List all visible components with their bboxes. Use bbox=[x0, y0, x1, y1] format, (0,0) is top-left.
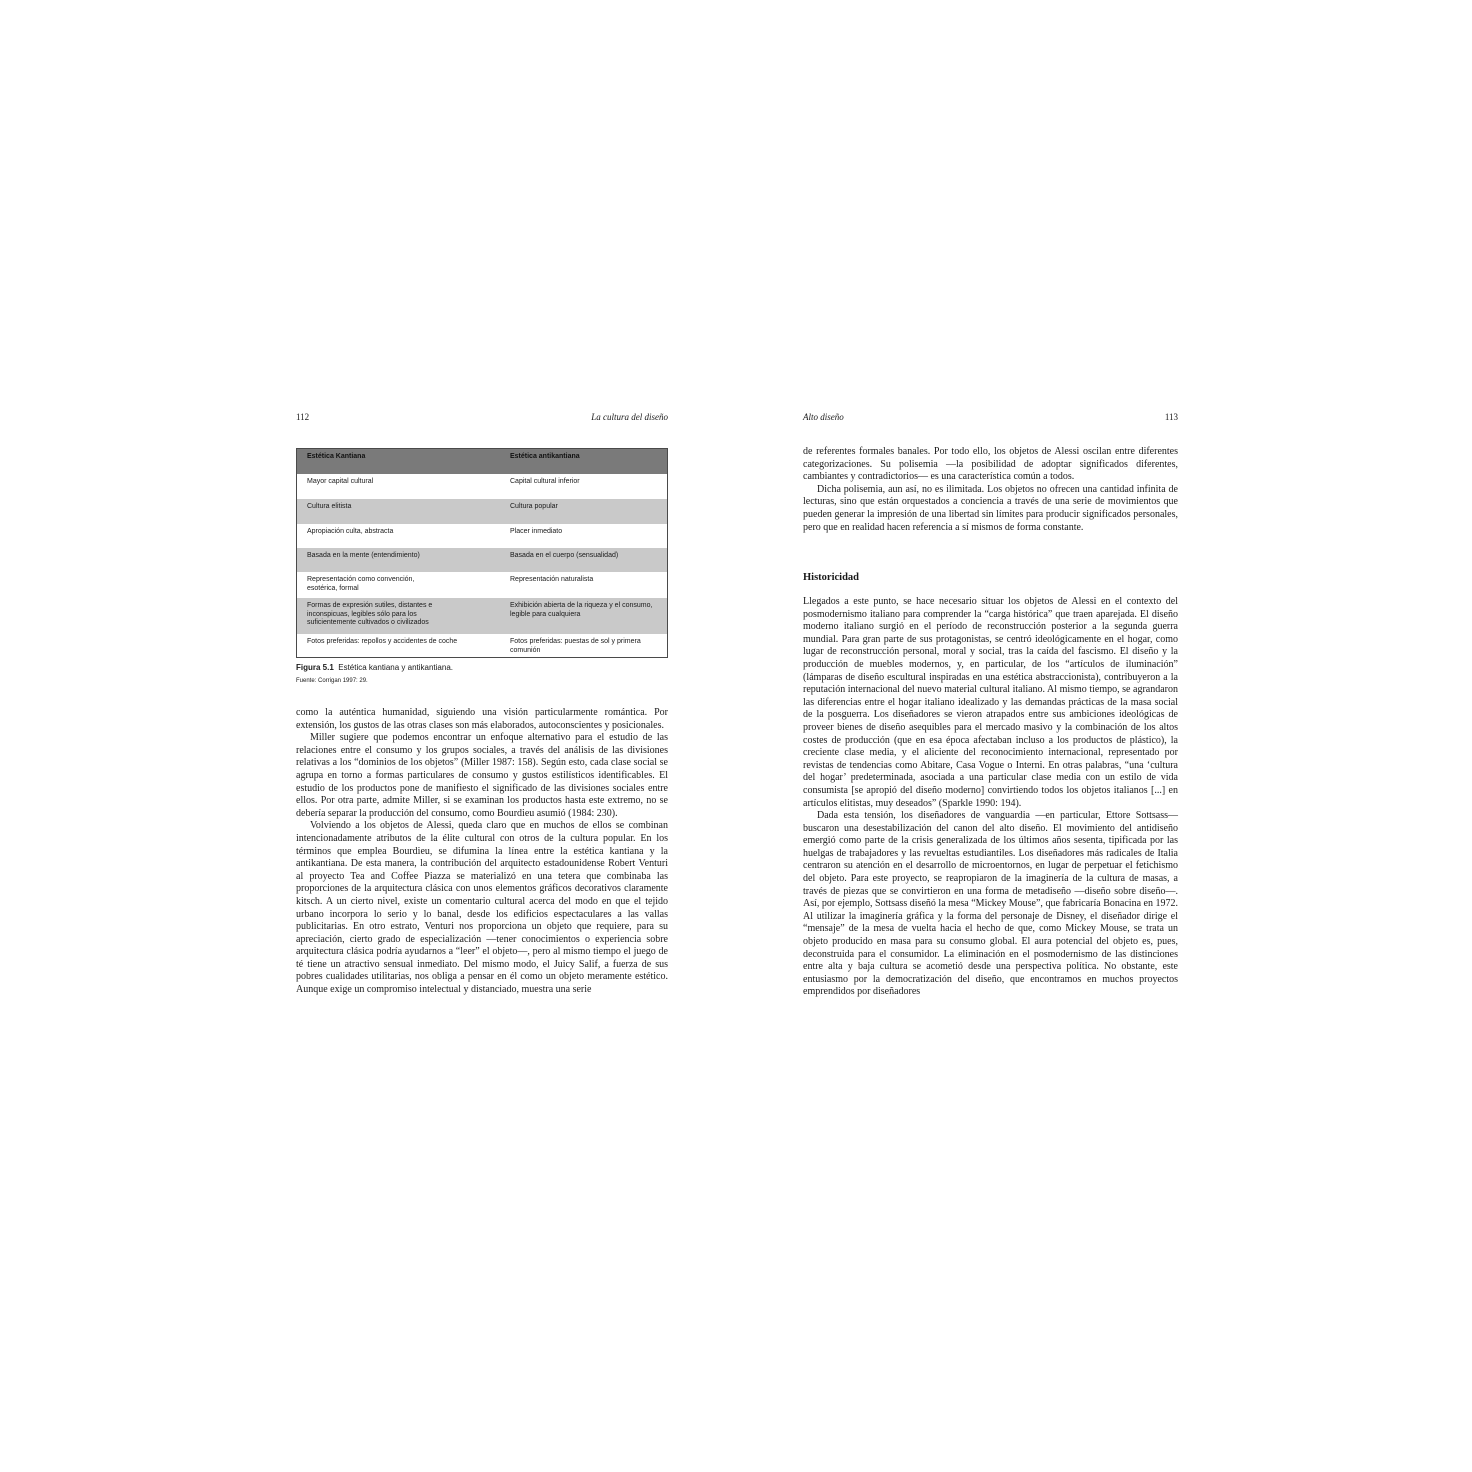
right-page bbox=[803, 0, 1178, 1472]
left-page bbox=[296, 0, 668, 1472]
figure-source: Fuente: Corrigan 1997: 29. bbox=[296, 678, 368, 684]
table-cell: Cultura elitista bbox=[307, 503, 352, 510]
paragraph: Dada esta tensión, los diseñadores de vanguardia —en particular, Ettore Sottsass— buscaron una desestabilización del canon del alto diseño. El movimiento del antidiseño emergió como parte de la crisis generalizada de los últimos años sesenta, tipificada por las huelgas de trabajadores y las revueltas estudiantiles. Los diseñadores más radicales de Italia centraron su atención en el desarrollo de microentornos, en lugar de perpetuar el fetichismo del objeto. Para este proyecto, se reapropiaron de la imaginería de la cultura de masas, a través de piezas que se convirtieron en una forma de metadiseño —diseño sobre diseño—. Así, por ejemplo, Sottsass diseñó la mesa “Mickey Mouse”, que fabricaría Bonacina en 1972. Al utilizar la imaginería gráfica y la forma del personaje de Disney, el diseñador dirige el “mensaje” de la mesa de vuelta hacia el hecho de que, como Mickey Mouse, se trata un objeto producido en masa para su consumo global. El aura potencial del objeto es, pues, deconstruida para el consumidor. La eliminación en el posmodernismo de las distinciones entre alta y baja cultura se acometió desde una perspectiva política. No obstante, este entusiasmo por la democratización del diseño, que encontramos en muchos proyectos emprendidos por diseñadores bbox=[803, 810, 1178, 998]
table-cell: Basada en el cuerpo (sensualidad) bbox=[510, 552, 619, 559]
running-title: La cultura del diseño bbox=[591, 412, 668, 422]
header-cell-antikantiana: Estética antikantiana bbox=[510, 453, 580, 460]
table-row bbox=[297, 572, 667, 598]
table-cell: Representación naturalista bbox=[510, 576, 594, 583]
figure-caption bbox=[296, 662, 453, 673]
figure-caption-label: Figura 5.1 bbox=[296, 663, 334, 672]
table-cell: Exhibición abierta de la riqueza y el consumo, legible para cualquiera bbox=[510, 602, 653, 618]
paragraph: Miller sugiere que podemos encontrar un enfoque alternativo para el estudio de las relaciones entre el consumo y los grupos sociales, a través del análisis de las divisiones relativas a los “dominios de los objetos” (Miller 1987: 158). Según esto, cada clase social se agrupa en torno a formas particulares de consumo y gustos estilísticos identificables. El estudio de los productos pone de manifiesto el significado de las divisiones sociales entre ellos. Por otra parte, admite Miller, si se examinan los productos hasta este extremo, no se debería separar la producción del consumo, como Bourdieu asumió (1984: 230). bbox=[296, 732, 668, 819]
table-row bbox=[297, 634, 667, 657]
section-heading: Historicidad bbox=[803, 572, 860, 583]
page-number: 112 bbox=[296, 412, 310, 422]
paragraph: como la auténtica humanidad, siguiendo una visión particularmente romántica. Por extensión, los gustos de las otras clases son más elaborados, autoconscientes y posicionales. bbox=[296, 707, 668, 731]
table-cell: Basada en la mente (entendimiento) bbox=[307, 552, 420, 559]
table-cell: Fotos preferidas: puestas de sol y primera comunión bbox=[510, 638, 641, 654]
running-title: Alto diseño bbox=[803, 412, 844, 422]
page-number: 113 bbox=[1164, 412, 1178, 422]
left-body-text bbox=[296, 707, 668, 997]
figure-table bbox=[296, 448, 668, 658]
table-row bbox=[297, 474, 667, 499]
right-running-head bbox=[803, 410, 1178, 424]
paragraph: Llegados a este punto, se hace necesario situar los objetos de Alessi en el contexto del posmodernismo italiano para comprender la “carga histórica” que traen aparejada. El diseño moderno italiano surgió en el período de reconstrucción posterior a la segunda guerra mundial. Para gran parte de sus protagonistas, se centró ideológicamente en el hogar, como lugar de reconstrucción personal, moral y social, tras la caída del fascismo. El diseño y la producción de muebles modernos, y, en particular, de los “artículos de iluminación” (lámparas de diseño escultural inspiradas en una estética abstraccionista), contribuyeron a la reputación internacional del nuevo material cultural italiano. Al mismo tiempo, se agrandaron las diferencias entre el hogar italiano idealizado y las demandas prácticas de la masa social de la posguerra. Los diseñadores se vieron atrapados entre sus ambiciones ideológicas de proveer bienes de diseño asequibles para el mercado masivo y la combinación de los altos costes de producción (que en esa época afectaban incluso a los productos de plástico), la creciente clase media, y el aliciente del reconocimiento internacional, representado por revistas de tendencias como Abitare, Casa Vogue o Interni. En otras palabras, “una ‘cultura del hogar’ predeterminada, asociada a una particular clase media con un estilo de vida consumista [se apropió del diseño moderno] convirtiendo todos los objetos italianos [...] en artículos elitistas, muy deseados” (Sparkle 1990: 194). bbox=[803, 596, 1178, 809]
paragraph: Dicha polisemia, aun así, no es ilimitada. Los objetos no ofrecen una cantidad infinita de lecturas, sino que están orquestados a conciencia a través de una serie de movimientos que pueden generar la impresión de una libertad sin límites para producir significados personales, pero que en realidad hacen referencia a sí mismos de forma constante. bbox=[803, 483, 1178, 533]
table-cell: Mayor capital cultural bbox=[307, 478, 374, 485]
table-cell: Formas de expresión sutiles, distantes e inconspicuas, legibles sólo para los suficientemente cultivados o civilizados bbox=[307, 602, 433, 626]
paragraph: Volviendo a los objetos de Alessi, queda claro que en muchos de ellos se combinan intencionadamente atributos de la élite cultural con otros de la cultura popular. En los términos que emplea Bourdieu, se difumina la línea entre la estética kantiana y la antikantiana. De esta manera, la contribución del arquitecto estadounidense Robert Venturi al proyecto Tea and Coffee Piazza se materializó en una tetera que combinaba las proporciones de la arquitectura clásica con unos elementos gráficos decorativos claramente kitsch. A un cierto nivel, existe un comentario cultural acerca del modo en que el tejido urbano incorpora lo serio y lo banal, desde los edificios espectaculares a las vallas publicitarias. En otro estrato, Venturi nos proporciona un objeto que requiere, para su apreciación, cierto grado de especialización —tener conocimientos o experiencia sobre arquitectura clásica podría ayudarnos a “leer” el objeto—, pero al mismo tiempo el juego de té tiene un atractivo sensual inmediato. Del mismo modo, el Juicy Salif, a fuerza de sus pobres cualidades utilitarias, nos obliga a pensar en él como un objeto meramente estético. Aunque exige un compromiso intelectual y distanciado, muestra una serie bbox=[296, 820, 668, 996]
figure-caption-text: Estética kantiana y antikantiana. bbox=[338, 663, 453, 672]
right-top-text bbox=[803, 446, 1178, 534]
table-row bbox=[297, 524, 667, 548]
header-cell-kantiana: Estética Kantiana bbox=[307, 453, 366, 460]
table-row bbox=[297, 499, 667, 524]
left-running-head bbox=[296, 410, 668, 424]
right-bottom-text bbox=[803, 596, 1178, 999]
table-cell: Placer inmediato bbox=[510, 528, 563, 535]
figure-table-header bbox=[297, 449, 667, 474]
table-cell: Apropiación culta, abstracta bbox=[307, 528, 394, 535]
table-row bbox=[297, 598, 667, 634]
table-cell: Cultura popular bbox=[510, 503, 558, 510]
table-cell: Fotos preferidas: repollos y accidentes de coche bbox=[307, 638, 458, 645]
paragraph: de referentes formales banales. Por todo ello, los objetos de Alessi oscilan entre diferentes categorizaciones. Su polisemia —la posibilidad de adoptar significados diferentes, cambiantes y contradictorios— es una característica común a todos. bbox=[803, 446, 1178, 483]
table-row bbox=[297, 548, 667, 572]
table-cell: Representación como convención, esotérica, formal bbox=[307, 576, 415, 592]
table-cell: Capital cultural inferior bbox=[510, 478, 580, 485]
